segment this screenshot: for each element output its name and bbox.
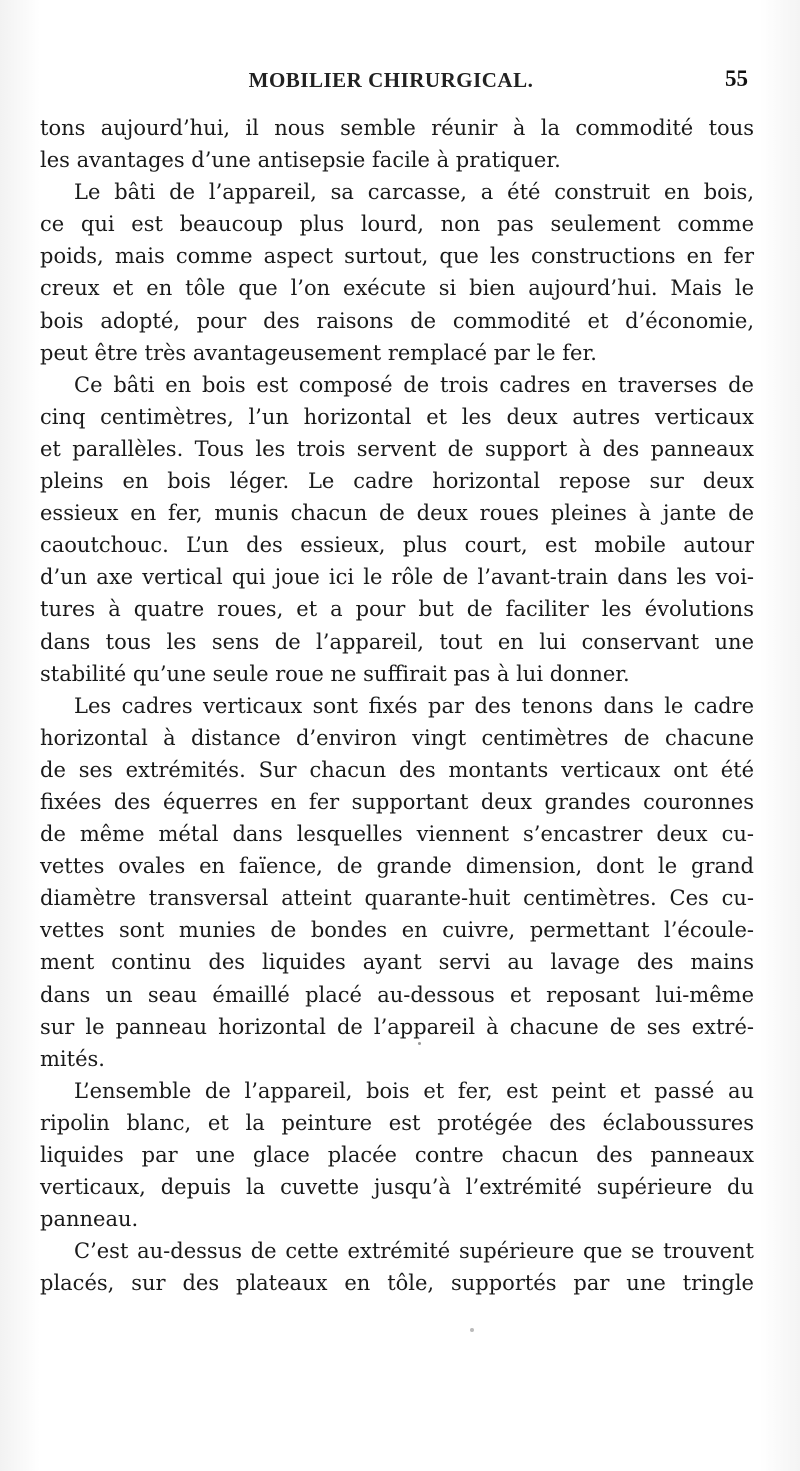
text-line: essieux en fer, munis chacun de deux roues pleines à jante de — [40, 501, 754, 526]
ink-speck — [418, 1042, 421, 1045]
paragraph-2 — [40, 176, 754, 369]
body-text — [40, 112, 754, 1299]
text-line: de même métal dans lesquelles viennent s’encastrer deux cu- — [40, 822, 754, 847]
text-line: et parallèles. Tous les trois servent de support à des panneaux — [40, 436, 754, 461]
text-line: verticaux, depuis la cuvette jusqu’à l’extrémité supérieure du — [40, 1175, 754, 1200]
text-line: diamètre transversal atteint quarante-huit centimètres. Ces cu- — [40, 886, 754, 911]
text-line: tures à quatre roues, et a pour but de faciliter les évolutions — [40, 597, 754, 622]
text-line: dans un seau émaillé placé au-dessous et reposant lui-même — [40, 982, 754, 1007]
text-line: Le bâti de l’appareil, sa carcasse, a été construit en bois, — [74, 180, 754, 205]
paragraph-6 — [40, 1235, 754, 1299]
text-line: bois adopté, pour des raisons de commodité et d’économie, — [40, 308, 754, 333]
text-line: liquides par une glace placée contre chacun des panneaux — [40, 1143, 754, 1167]
running-head: MOBILIER CHIRURGICAL. — [248, 68, 534, 92]
text-line: placés, sur des plateaux en tôle, supportés par une tringle — [40, 1271, 754, 1296]
text-line: fixées des équerres en fer supportant deux grandes couronnes — [40, 789, 754, 814]
ink-speck — [470, 1328, 474, 1332]
text-line: dans tous les sens de l’appareil, tout en lui conservant une — [40, 629, 754, 654]
text-line: Les cadres verticaux sont fixés par des tenons dans le cadre — [74, 693, 754, 718]
page-number: 55 — [725, 66, 748, 91]
text-line: panneau. — [40, 1207, 139, 1232]
text-line: ripolin blanc, et la peinture est protégée des éclaboussures — [40, 1110, 754, 1135]
text-line: creux et en tôle que l’on exécute si bien aujourd’hui. Mais le — [40, 276, 754, 301]
text-line: d’un axe vertical qui joue ici le rôle de l’avant-train dans les voi- — [40, 565, 754, 590]
text-line: peut être très avantageusement remplacé par le fer. — [40, 340, 597, 365]
text-line: L’ensemble de l’appareil, bois et fer, est peint et passé au — [74, 1078, 754, 1103]
text-line: stabilité qu’une seule roue ne suffirait pas à lui donner. — [40, 661, 630, 686]
text-line: sur le panneau horizontal de l’appareil à chacune de ses extré- — [40, 1014, 754, 1039]
text-line: horizontal à distance d’environ vingt centimètres de chacune — [40, 725, 754, 750]
text-line: ce qui est beaucoup plus lourd, non pas seulement comme — [40, 212, 754, 237]
text-line: cinq centimètres, l’un horizontal et les deux autres verticaux — [40, 404, 754, 429]
text-line: Ce bâti en bois est composé de trois cadres en traverses de — [74, 372, 754, 397]
text-line: C’est au-dessus de cette extrémité supérieure que se trouvent — [74, 1239, 754, 1264]
text-line: tons aujourd’hui, il nous semble réunir à la commodité tous — [40, 116, 754, 140]
text-line: vettes sont munies de bondes en cuivre, permettant l’écoule- — [40, 918, 754, 943]
text-line: ment continu des liquides ayant servi au lavage des mains — [40, 950, 754, 975]
text-line: pleins en bois léger. Le cadre horizontal repose sur deux — [40, 469, 754, 494]
paragraph-4 — [40, 690, 754, 1075]
paragraph-5 — [40, 1075, 754, 1235]
text-line: de ses extrémités. Sur chacun des montants verticaux ont été — [40, 757, 754, 782]
text-line: vettes ovales en faïence, de grande dimension, dont le grand — [40, 854, 754, 879]
paragraph-1 — [40, 112, 754, 176]
text-line: poids, mais comme aspect surtout, que les constructions en fer — [40, 244, 754, 269]
paragraph-3 — [40, 369, 754, 690]
text-line: les avantages d’une antisepsie facile à pratiquer. — [40, 148, 561, 173]
text-line: caoutchouc. L’un des essieux, plus court, est mobile autour — [40, 533, 754, 558]
page-header — [34, 68, 748, 102]
text-line: mités. — [40, 1046, 105, 1071]
